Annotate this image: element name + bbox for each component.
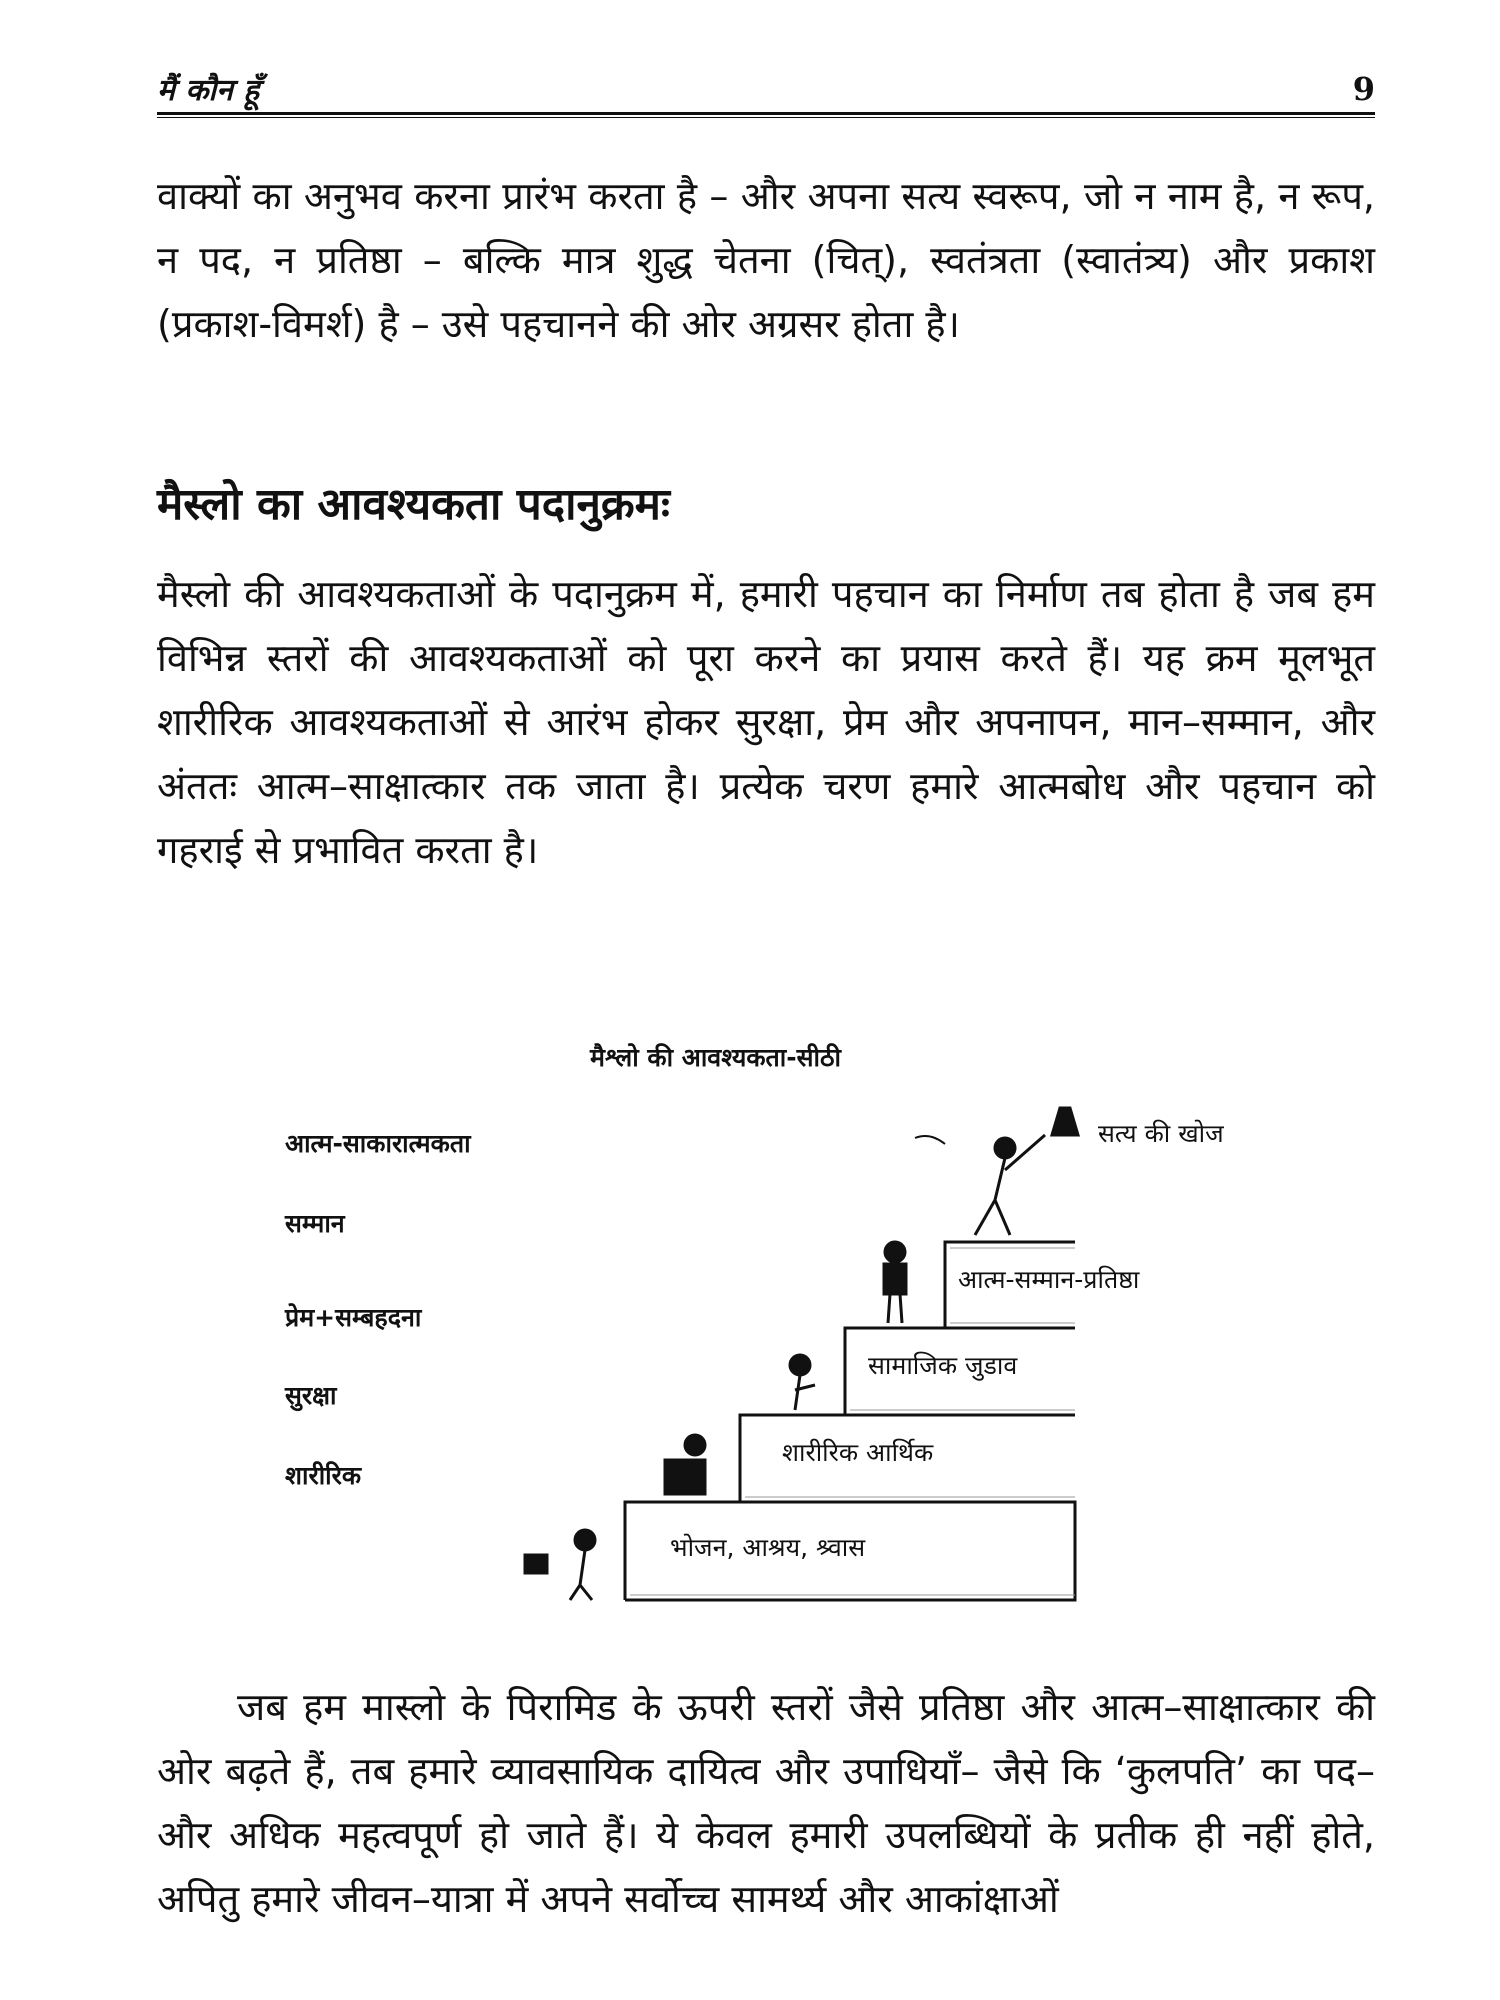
running-title: मैं कौन हूँ [157, 73, 260, 108]
paragraph-2: मैस्लो की आवश्यकताओं के पदानुक्रम में, हमारी पहचान का निर्माण तब होता है जब हम विभिन्न स्तरों की आवश्यकताओं को पूरा करने का प्रयास करते हैं। यह क्रम मूलभूत शारीरिक आवश्यकताओं से आरंभ होकर सुरक्षा, प्रेम और अपनापन, मान–सम्मान, और अंततः आत्म–साक्षात्कार तक जाता है। प्रत्येक चरण हमारे आत्मबोध और पहचान को गहराई से प्रभावित करता है। [157, 572, 1375, 872]
page-header [157, 62, 1375, 110]
header-rule [157, 112, 1375, 118]
step-label-physical-economic: शारीरिक आर्थिक [782, 1438, 934, 1467]
top-label-truth-search: सत्य की खोज [1098, 1119, 1224, 1148]
paragraph-1: वाक्यों का अनुभव करना प्रारंभ करता है – और अपना सत्य स्वरूप, जो न नाम है, न रूप, न पद, न प्रतिष्ठा – बल्कि मात्र शुद्ध चेतना (चित्), स्वतंत्रता (स्वातंत्र्य) और प्रकाश (प्रकाश-विमर्श) है – उसे पहचानने की ओर अग्रसर होता है। [157, 174, 1375, 346]
staircase-graphic [0, 1040, 1500, 1610]
diagram-title: मैश्लो की आवश्यकता-सीठी [590, 1043, 842, 1072]
step-label-social: सामाजिक जुडाव [868, 1351, 1018, 1380]
paragraph-3: जब हम मास्लो के पिरामिड के ऊपरी स्तरों जैसे प्रतिष्ठा और आत्म–साक्षात्कार की ओर बढ़ते हैं, तब हमारे व्यावसायिक दायित्व और उपाधियाँ– जैसे कि ‘कुलपति’ का पद–और अधिक महत्वपूर्ण हो जाते हैं। ये केवल हमारी उपलब्धियों के प्रतीक ही नहीं होते, अपितु हमारे जीवन–यात्रा में अपने सर्वोच्च सामर्थ्य और आकांक्षाओं [157, 1685, 1375, 1921]
left-label-safety: सुरक्षा [285, 1381, 337, 1410]
left-label-physiological: शारीरिक [285, 1461, 362, 1490]
left-label-esteem: सम्मान [285, 1209, 345, 1238]
step-label-self-esteem: आत्म-सम्मान-प्रतिष्ठा [958, 1265, 1140, 1294]
maslow-ladder-diagram [0, 1040, 1500, 1610]
section-heading: मैस्लो का आवश्यकता पदानुक्रमः [157, 479, 670, 530]
left-label-self-actualization: आत्म-साकारात्मकता [285, 1129, 471, 1158]
page-number: 9 [1352, 70, 1375, 108]
step-label-basic-needs: भोजन, आश्रय, श्र्वास [670, 1533, 866, 1562]
left-label-love: प्रेम+सम्बहदना [285, 1303, 422, 1332]
